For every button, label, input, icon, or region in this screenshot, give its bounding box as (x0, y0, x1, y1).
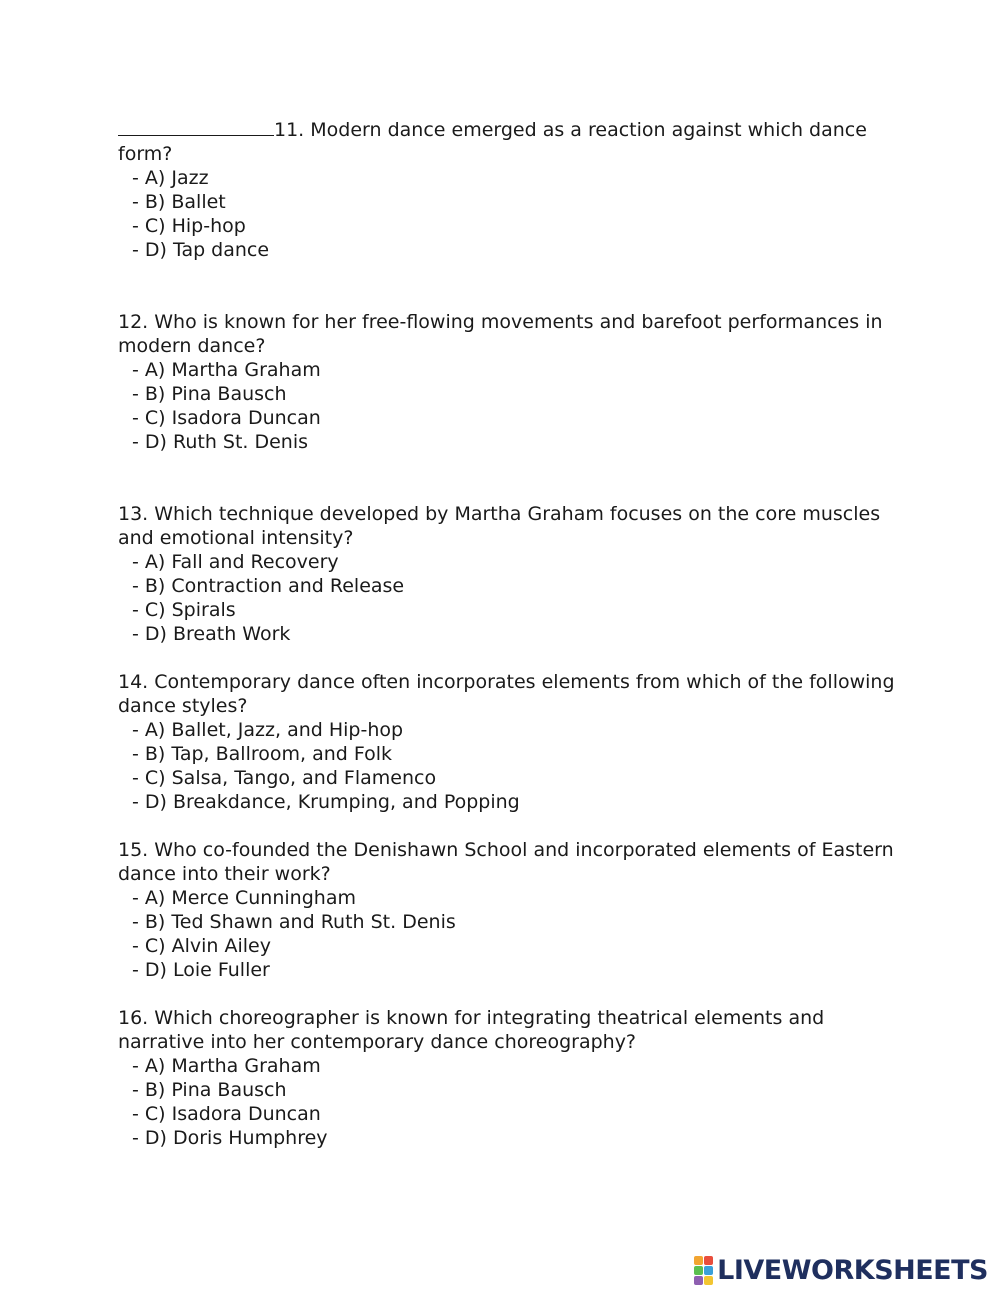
option-c: - C) Alvin Ailey (132, 935, 271, 957)
logo-block (704, 1276, 713, 1285)
option-b: - B) Ted Shawn and Ruth St. Denis (132, 911, 456, 933)
logo-block (694, 1266, 703, 1275)
option-a: - A) Jazz (132, 167, 209, 189)
question-12 (118, 310, 898, 454)
options-list (118, 550, 898, 646)
option-a: - A) Merce Cunningham (132, 887, 356, 909)
option-d: - D) Breakdance, Krumping, and Popping (132, 791, 520, 813)
option-a: - A) Martha Graham (132, 359, 321, 381)
option-a: - A) Ballet, Jazz, and Hip-hop (132, 719, 404, 741)
answer-blank-11[interactable] (118, 118, 274, 136)
logo-block (704, 1256, 713, 1265)
question-15 (118, 838, 898, 982)
logo-block (704, 1266, 713, 1275)
option-d: - D) Tap dance (132, 239, 270, 261)
option-a: - A) Martha Graham (132, 1055, 321, 1077)
option-a: - A) Fall and Recovery (132, 551, 339, 573)
options-list (118, 718, 898, 814)
options-list (118, 886, 898, 982)
worksheet (118, 118, 898, 1150)
question-text: 14. Contemporary dance often incorporates elements from which of the following dance styles? (118, 671, 895, 717)
logo-block (694, 1276, 703, 1285)
option-c: - C) Isadora Duncan (132, 1103, 321, 1125)
liveworksheets-logo (694, 1255, 988, 1285)
option-d: - D) Breath Work (132, 623, 291, 645)
option-b: - B) Pina Bausch (132, 383, 287, 405)
option-d: - D) Ruth St. Denis (132, 431, 309, 453)
question-text: 12. Who is known for her free-flowing movements and barefoot performances in modern dance? (118, 311, 883, 357)
logo-text: LIVEWORKSHEETS (717, 1254, 988, 1286)
question-13 (118, 502, 898, 646)
logo-blocks-icon (694, 1256, 713, 1285)
option-d: - D) Doris Humphrey (132, 1127, 328, 1149)
options-list (118, 1054, 898, 1150)
options-list (118, 166, 898, 262)
option-b: - B) Pina Bausch (132, 1079, 287, 1101)
option-b: - B) Tap, Ballroom, and Folk (132, 743, 393, 765)
option-d: - D) Loie Fuller (132, 959, 270, 981)
logo-block (694, 1256, 703, 1265)
question-14 (118, 670, 898, 814)
option-c: - C) Isadora Duncan (132, 407, 321, 429)
options-list (118, 358, 898, 454)
option-c: - C) Spirals (132, 599, 236, 621)
option-b: - B) Contraction and Release (132, 575, 405, 597)
option-c: - C) Salsa, Tango, and Flamenco (132, 767, 437, 789)
question-16 (118, 1006, 898, 1150)
option-b: - B) Ballet (132, 191, 226, 213)
question-text: 16. Which choreographer is known for integrating theatrical elements and narrative into her contemporary dance choreography? (118, 1007, 825, 1053)
option-c: - C) Hip-hop (132, 215, 246, 237)
question-11 (118, 118, 898, 262)
question-text: 13. Which technique developed by Martha Graham focuses on the core muscles and emotional intensity? (118, 503, 881, 549)
question-text: 11. Modern dance emerged as a reaction against which dance form? (118, 119, 867, 165)
question-text: 15. Who co-founded the Denishawn School and incorporated elements of Eastern dance into their work? (118, 839, 894, 885)
